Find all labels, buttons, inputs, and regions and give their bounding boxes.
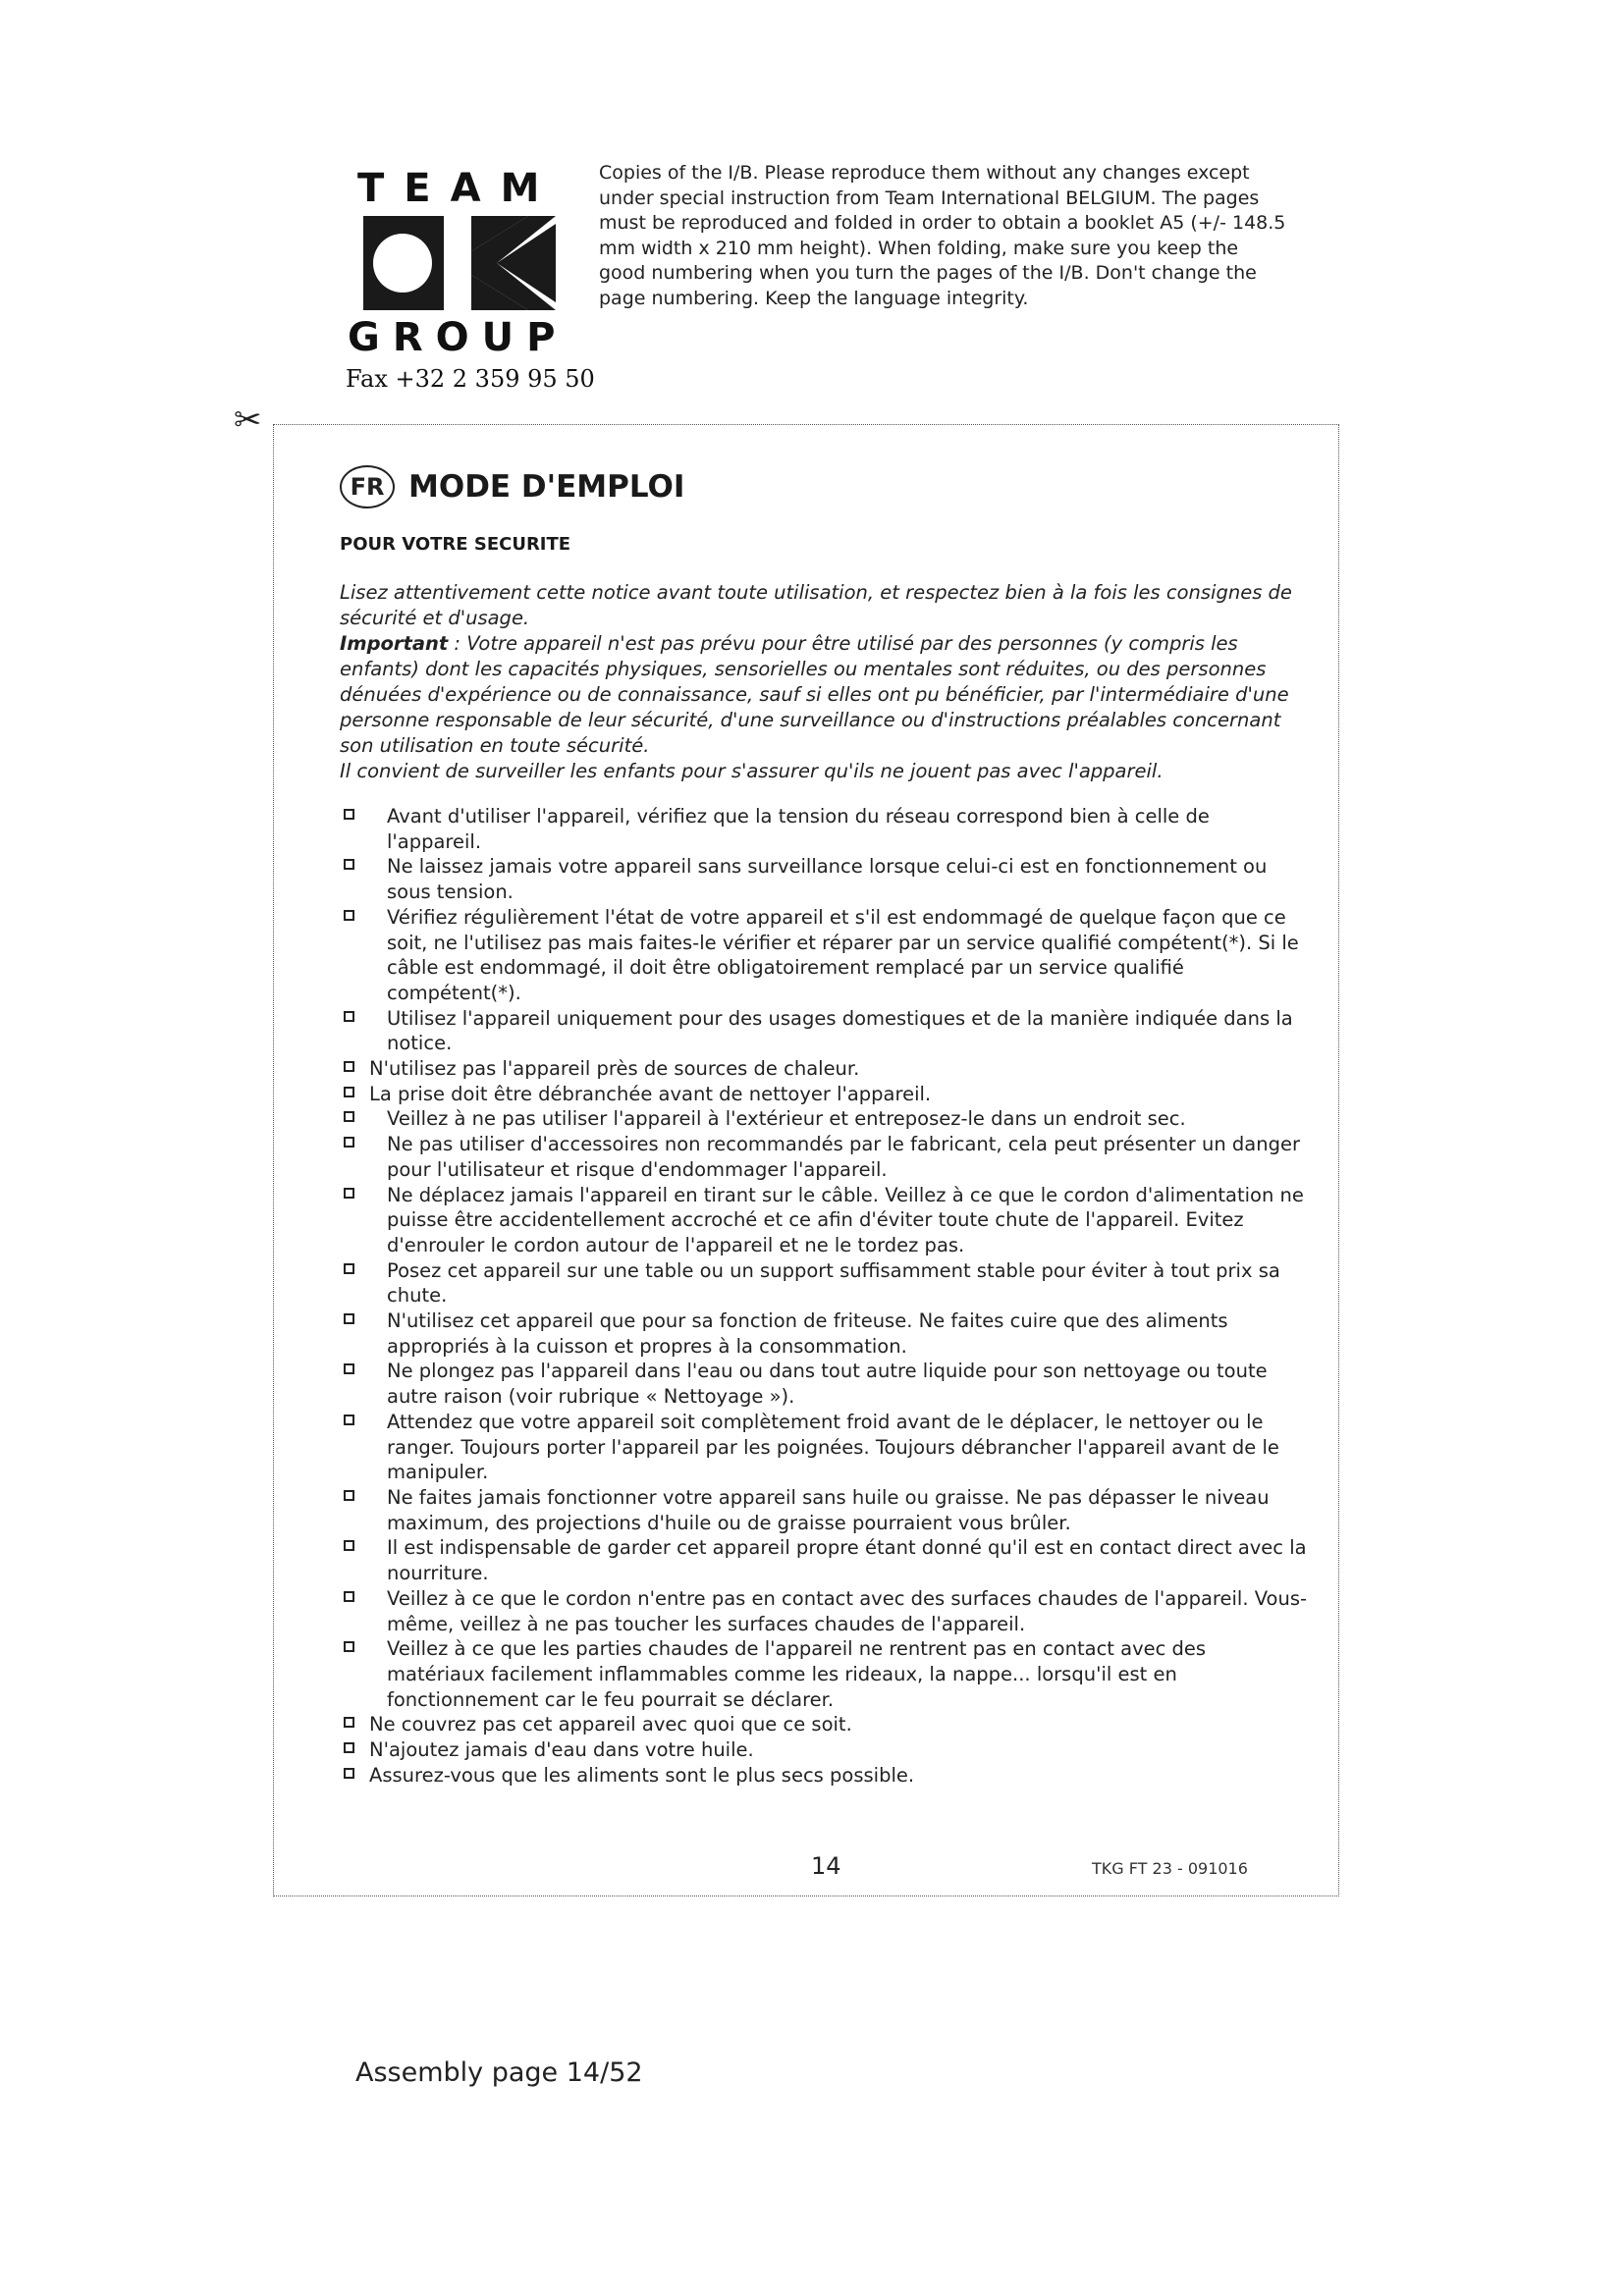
list-item: Ne pas utiliser d'accessoires non recommandés par le fabricant, cela peut présenter un danger pour l'utilisateur et risque d'endommager l'appareil. (340, 1132, 1308, 1182)
list-item: Utilisez l'appareil uniquement pour des usages domestiques et de la manière indiquée dans la notice. (340, 1006, 1308, 1056)
list-item: Attendez que votre appareil soit complètement froid avant de le déplacer, le nettoyer ou le ranger. Toujours porter l'appareil par les poignées. Toujours débrancher l'appareil avant de le manipuler. (340, 1410, 1308, 1485)
logo-group-text: GROUP (348, 315, 568, 360)
checkbox-bullet-icon (344, 1263, 354, 1274)
page-header (340, 461, 1308, 512)
list-item: Assurez-vous que les aliments sont le plus secs possible. (340, 1763, 1308, 1789)
list-item: Veillez à ce que le cordon n'entre pas en contact avec des surfaces chaudes de l'appareil. Vous-même, veillez à ne pas toucher les surfaces chaudes de l'appareil. (340, 1586, 1308, 1636)
checkbox-bullet-icon (344, 1111, 354, 1122)
page-number: 14 (811, 1852, 841, 1880)
checkbox-bullet-icon (344, 1363, 354, 1374)
list-item: Ne plongez pas l'appareil dans l'eau ou dans tout autre liquide pour son nettoyage ou toute autre raison (voir rubrique « Nettoyage »). (340, 1359, 1308, 1409)
safety-warning (340, 580, 1308, 784)
section-title: POUR VOTRE SECURITE (340, 534, 571, 555)
list-item: Vérifiez régulièrement l'état de votre appareil et s'il est endommagé de quelque façon que ce soit, ne l'utilisez pas mais faites-le vérifier et réparer par un service qualifié compétent(*). Si le câble est endommagé, il doit être obligatoirement remplacé par un service qualifié compétent(*). (340, 905, 1308, 1006)
list-item: Ne couvrez pas cet appareil avec quoi que ce soit. (340, 1712, 1308, 1737)
intro-text: Copies of the I/B. Please reproduce them without any changes except under special instruction from Team International BELGIUM. The pages must be reproduced and folded in order to obtain a booklet A5 (+/- 148.5 mm width x 210 mm height). When folding, make sure you keep the good numbering when you turn the pages of the I/B. Don't change the page numbering. Keep the language integrity. (599, 162, 1286, 309)
page-title: MODE D'EMPLOI (408, 469, 685, 505)
checkbox-bullet-icon (344, 809, 354, 820)
logo-mark-icon (363, 216, 556, 310)
checkbox-bullet-icon (344, 1641, 354, 1652)
list-item: Ne faites jamais fonctionner votre appareil sans huile ou graisse. Ne pas dépasser le niveau maximum, des projections d'huile ou de graisse pourraient vous brûler. (340, 1485, 1308, 1535)
checkbox-bullet-icon (344, 1011, 354, 1022)
list-item: N'ajoutez jamais d'eau dans votre huile. (340, 1737, 1308, 1763)
language-badge: FR (340, 465, 395, 508)
scissors-icon: ✂ (234, 400, 262, 440)
team-group-logo (346, 166, 595, 393)
list-item: Ne déplacez jamais l'appareil en tirant sur le câble. Veillez à ce que le cordon d'alimentation ne puisse être accidentellement accroché et ce afin d'éviter toute chute de l'appareil. Evitez d'enrouler le cordon autour de l'appareil et ne le tordez pas. (340, 1183, 1308, 1258)
checkbox-bullet-icon (344, 1087, 354, 1097)
fax-number: Fax +32 2 359 95 50 (346, 365, 595, 393)
warning-paragraph-3: Il convient de surveiller les enfants pour s'assurer qu'ils ne jouent pas avec l'appareil. (340, 760, 1164, 782)
checkbox-bullet-icon (344, 1742, 354, 1753)
list-item: N'utilisez cet appareil que pour sa fonction de friteuse. Ne faites cuire que des aliments appropriés à la cuisson et propres à la consommation. (340, 1308, 1308, 1359)
checkbox-bullet-icon (344, 1717, 354, 1728)
important-text: : Votre appareil n'est pas prévu pour être utilisé par des personnes (y compris les enfants) dont les capacités physiques, sensorielles ou mentales sont réduites, ou des personnes dénuées d'expérience ou de connaissance, sauf si elles ont pu bénéficier, par l'intermédiaire d'une personne responsable de leur sécurité, d'une surveillance ou d'instructions préalables concernant son utilisation en toute sécurité. (340, 632, 1289, 757)
checkbox-bullet-icon (344, 1768, 354, 1779)
checkbox-bullet-icon (344, 1591, 354, 1602)
logo-team-text: TEAM (357, 166, 560, 211)
warning-paragraph-1: Lisez attentivement cette notice avant toute utilisation, et respectez bien à la fois les consignes de sécurité et d'usage. (340, 581, 1292, 629)
checkbox-bullet-icon (344, 1490, 354, 1501)
safety-list (340, 804, 1308, 1788)
list-item: Veillez à ce que les parties chaudes de l'appareil ne rentrent pas en contact avec des matériaux facilement inflammables comme les rideaux, la nappe... lorsqu'il est en fonctionnement car le feu pourrait se déclarer. (340, 1636, 1308, 1712)
checkbox-bullet-icon (344, 1540, 354, 1551)
manual-page (340, 461, 1308, 1788)
checkbox-bullet-icon (344, 910, 354, 921)
checkbox-bullet-icon (344, 1061, 354, 1072)
list-item: Il est indispensable de garder cet appareil propre étant donné qu'il est en contact direct avec la nourriture. (340, 1535, 1308, 1585)
list-item: N'utilisez pas l'appareil près de sources de chaleur. (340, 1056, 1308, 1082)
assembly-page-label: Assembly page 14/52 (355, 2057, 643, 2088)
checkbox-bullet-icon (344, 859, 354, 870)
checkbox-bullet-icon (344, 1188, 354, 1199)
checkbox-bullet-icon (344, 1415, 354, 1425)
reproduction-instructions (599, 161, 1286, 311)
document-reference: TKG FT 23 - 091016 (1092, 1859, 1248, 1878)
list-item: La prise doit être débranchée avant de nettoyer l'appareil. (340, 1082, 1308, 1107)
checkbox-bullet-icon (344, 1137, 354, 1148)
list-item: Avant d'utiliser l'appareil, vérifiez que la tension du réseau correspond bien à celle de l'appareil. (340, 804, 1308, 854)
checkbox-bullet-icon (344, 1313, 354, 1324)
list-item: Posez cet appareil sur une table ou un support suffisamment stable pour éviter à tout prix sa chute. (340, 1258, 1308, 1308)
list-item: Veillez à ne pas utiliser l'appareil à l'extérieur et entreposez-le dans un endroit sec. (340, 1106, 1308, 1132)
important-label: Important (340, 632, 449, 655)
warning-paragraph-2 (340, 631, 1308, 759)
list-item: Ne laissez jamais votre appareil sans surveillance lorsque celui-ci est en fonctionnement ou sous tension. (340, 854, 1308, 904)
